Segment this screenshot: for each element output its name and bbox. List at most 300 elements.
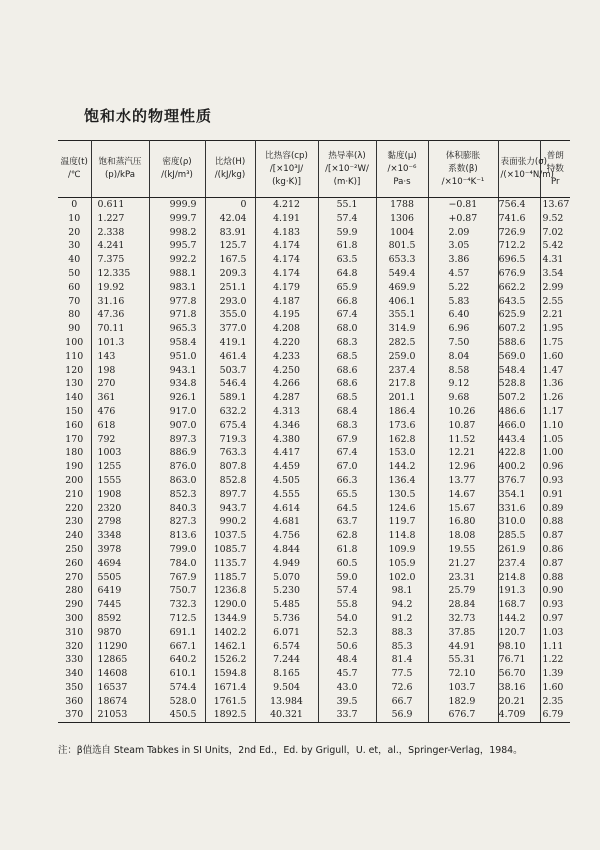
cell-h: 546.4 (205, 377, 255, 391)
cell-lam: 68.6 (318, 364, 376, 378)
cell-mu: 173.6 (376, 419, 428, 433)
cell-pr: 2.21 (542, 309, 564, 321)
cell-p: 3348 (91, 529, 149, 543)
cell-h: 42.04 (205, 212, 255, 226)
cell-beta: 12.21 (428, 446, 498, 460)
cell-t: 110 (58, 350, 91, 364)
cell-rho: 691.1 (149, 626, 205, 640)
cell-lam: 62.8 (318, 529, 376, 543)
cell-rho: 971.8 (149, 308, 205, 322)
cell-sig: 76.71 (498, 653, 540, 667)
cell-pr: 0.87 (542, 530, 564, 542)
cell-pr: 0.86 (542, 543, 564, 555)
cell-beta: 13.77 (428, 474, 498, 488)
cell-cp: 4.179 (255, 281, 318, 295)
cell-p: 7.375 (91, 253, 149, 267)
cell-pr: 1.10 (542, 419, 564, 431)
cell-sig: 214.8 (498, 571, 540, 585)
cell-t: 190 (58, 460, 91, 474)
cell-sig: 712.2 (498, 239, 540, 253)
cell-pr: 0.89 (542, 502, 564, 514)
cell-t: 50 (58, 267, 91, 281)
cell-mu: 77.5 (376, 667, 428, 681)
cell-sig: 422.8 (498, 446, 540, 460)
cell-pr: 1.03 (542, 626, 564, 638)
cell-pr: 1.75 (542, 336, 564, 348)
cell-t: 100 (58, 336, 91, 350)
cell-sig: 588.6 (498, 336, 540, 350)
cell-t: 290 (58, 598, 91, 612)
column-header-beta (428, 141, 498, 198)
cell-beta: 19.55 (428, 543, 498, 557)
cell-cp: 4.681 (255, 515, 318, 529)
cell-beta: 32.73 (428, 612, 498, 626)
cell-beta: 182.9 (428, 695, 498, 709)
cell-pr: 1.26 (542, 392, 564, 404)
cell-beta: 6.96 (428, 322, 498, 336)
cell-rho: 640.2 (149, 653, 205, 667)
table-row (58, 515, 570, 529)
cell-sig: 756.4 (498, 198, 540, 212)
cell-sig: 120.7 (498, 626, 540, 640)
cell-cp: 6.071 (255, 626, 318, 640)
cell-sig: 191.3 (498, 584, 540, 598)
cell-h: 1892.5 (205, 708, 255, 722)
cell-t: 340 (58, 667, 91, 681)
cell-lam: 59.0 (318, 571, 376, 585)
cell-h: 83.91 (205, 226, 255, 240)
cell-h: 209.3 (205, 267, 255, 281)
cell-mu: 144.2 (376, 460, 428, 474)
cell-cp: 5.230 (255, 584, 318, 598)
table-row (58, 488, 570, 502)
cell-p: 1908 (91, 488, 149, 502)
table-row (58, 226, 570, 240)
cell-beta: 10.87 (428, 419, 498, 433)
cell-rho: 886.9 (149, 446, 205, 460)
cell-lam: 59.9 (318, 226, 376, 240)
column-header-line: /℃ (67, 170, 81, 180)
cell-pr: 0.90 (542, 585, 564, 597)
cell-rho: 784.0 (149, 557, 205, 571)
cell-t: 350 (58, 681, 91, 695)
cell-mu: 66.7 (376, 695, 428, 709)
cell-rho: 988.1 (149, 267, 205, 281)
cell-sig: 696.5 (498, 253, 540, 267)
cell-beta: 7.50 (428, 336, 498, 350)
cell-h: 1185.7 (205, 571, 255, 585)
cell-h: 719.3 (205, 433, 255, 447)
cell-cp: 4.505 (255, 474, 318, 488)
cell-p: 31.16 (91, 295, 149, 309)
cell-h: 1037.5 (205, 529, 255, 543)
column-header-line: /(kJ/m³) (161, 170, 193, 180)
cell-cp: 4.174 (255, 239, 318, 253)
column-header-h (205, 141, 255, 198)
cell-lam: 67.4 (318, 446, 376, 460)
cell-h: 1462.1 (205, 640, 255, 654)
table-row (58, 419, 570, 433)
column-header-line: /[×10³J/ (269, 163, 304, 174)
cell-lam: 68.6 (318, 377, 376, 391)
column-header-rho (149, 141, 205, 198)
cell-t: 160 (58, 419, 91, 433)
cell-pr: 0.88 (542, 571, 564, 583)
cell-sig: 310.0 (498, 515, 540, 529)
cell-lam: 63.7 (318, 515, 376, 529)
cell-pr: 1.00 (542, 447, 564, 459)
cell-lam: 55.8 (318, 598, 376, 612)
cell-p: 143 (91, 350, 149, 364)
column-header-line: /×10⁻⁶ (387, 163, 417, 174)
cell-pr: 1.22 (542, 654, 564, 666)
cell-h: 943.7 (205, 502, 255, 516)
cell-p: 618 (91, 419, 149, 433)
cell-p: 2.338 (91, 226, 149, 240)
cell-rho: 574.4 (149, 681, 205, 695)
cell-t: 360 (58, 695, 91, 709)
cell-t: 60 (58, 281, 91, 295)
cell-t: 30 (58, 239, 91, 253)
cell-mu: 153.0 (376, 446, 428, 460)
cell-h: 1290.0 (205, 598, 255, 612)
cell-beta: 12.96 (428, 460, 498, 474)
cell-beta: 2.09 (428, 226, 498, 240)
cell-cp: 4.844 (255, 543, 318, 557)
cell-sig: 528.8 (498, 377, 540, 391)
cell-sig: 168.7 (498, 598, 540, 612)
cell-lam: 33.7 (318, 708, 376, 722)
cell-t: 120 (58, 364, 91, 378)
cell-pr: 1.95 (542, 323, 564, 335)
cell-mu: 88.3 (376, 626, 428, 640)
cell-mu: 114.8 (376, 529, 428, 543)
cell-pr: 3.54 (542, 267, 564, 279)
cell-t: 20 (58, 226, 91, 240)
cell-beta: −0.81 (428, 198, 498, 212)
cell-cp: 5.485 (255, 598, 318, 612)
cell-cp: 4.174 (255, 253, 318, 267)
cell-t: 150 (58, 405, 91, 419)
cell-beta: 15.67 (428, 502, 498, 516)
table-row (58, 543, 570, 557)
cell-rho: 840.3 (149, 502, 205, 516)
cell-h: 1594.8 (205, 667, 255, 681)
page-title: 饱和水的物理性质 (84, 107, 213, 125)
cell-h: 897.7 (205, 488, 255, 502)
cell-rho: 943.1 (149, 364, 205, 378)
cell-pr: 0.97 (542, 612, 564, 624)
cell-p: 0.611 (91, 198, 149, 212)
cell-mu: 186.4 (376, 405, 428, 419)
cell-t: 250 (58, 543, 91, 557)
cell-beta: 3.86 (428, 253, 498, 267)
cell-cp: 4.949 (255, 557, 318, 571)
cell-h: 355.0 (205, 308, 255, 322)
cell-p: 4.241 (91, 239, 149, 253)
cell-sig: 20.21 (498, 695, 540, 709)
table-row (58, 571, 570, 585)
cell-p: 4694 (91, 557, 149, 571)
table-row (58, 708, 570, 722)
column-header-line: Pa·s (393, 176, 411, 187)
cell-sig: 741.6 (498, 212, 540, 226)
cell-p: 18674 (91, 695, 149, 709)
column-header-sig (498, 141, 554, 198)
cell-cp: 4.346 (255, 419, 318, 433)
cell-lam: 50.6 (318, 640, 376, 654)
table-row (58, 281, 570, 295)
cell-t: 70 (58, 295, 91, 309)
cell-p: 361 (91, 391, 149, 405)
cell-mu: 81.4 (376, 653, 428, 667)
cell-h: 1402.2 (205, 626, 255, 640)
cell-beta: 21.27 (428, 557, 498, 571)
cell-h: 1085.7 (205, 543, 255, 557)
cell-t: 200 (58, 474, 91, 488)
column-header-lam (318, 141, 376, 198)
cell-pr: 2.35 (542, 695, 564, 707)
cell-lam: 68.4 (318, 405, 376, 419)
cell-cp: 6.574 (255, 640, 318, 654)
table-row (58, 502, 570, 516)
cell-cp: 4.220 (255, 336, 318, 350)
cell-beta: 37.85 (428, 626, 498, 640)
table-row (58, 446, 570, 460)
cell-t: 140 (58, 391, 91, 405)
cell-mu: 72.6 (376, 681, 428, 695)
table-row (58, 474, 570, 488)
cell-cp: 4.417 (255, 446, 318, 460)
cell-h: 675.4 (205, 419, 255, 433)
cell-lam: 60.5 (318, 557, 376, 571)
cell-lam: 45.7 (318, 667, 376, 681)
table-row (58, 239, 570, 253)
table-row (58, 640, 570, 654)
cell-mu: 56.9 (376, 708, 428, 722)
table-row (58, 598, 570, 612)
cell-p: 476 (91, 405, 149, 419)
cell-h: 807.8 (205, 460, 255, 474)
cell-p: 3978 (91, 543, 149, 557)
cell-lam: 68.3 (318, 419, 376, 433)
cell-mu: 1004 (376, 226, 428, 240)
table-body (58, 198, 570, 723)
cell-rho: 667.1 (149, 640, 205, 654)
cell-p: 12865 (91, 653, 149, 667)
cell-h: 125.7 (205, 239, 255, 253)
cell-p: 8592 (91, 612, 149, 626)
cell-h: 763.3 (205, 446, 255, 460)
cell-sig: 261.9 (498, 543, 540, 557)
cell-p: 70.11 (91, 322, 149, 336)
cell-h: 1344.9 (205, 612, 255, 626)
cell-beta: 676.7 (428, 708, 498, 722)
cell-sig: 507.2 (498, 391, 540, 405)
cell-mu: 217.8 (376, 377, 428, 391)
table-row (58, 460, 570, 474)
cell-beta: +0.87 (428, 212, 498, 226)
cell-t: 130 (58, 377, 91, 391)
cell-pr: 1.60 (542, 681, 564, 693)
cell-cp: 4.266 (255, 377, 318, 391)
cell-rho: 958.4 (149, 336, 205, 350)
table-row (58, 557, 570, 571)
cell-p: 198 (91, 364, 149, 378)
column-header-line: (m·K)] (333, 176, 361, 187)
cell-mu: 119.7 (376, 515, 428, 529)
cell-p: 792 (91, 433, 149, 447)
column-header-pr (540, 141, 570, 198)
cell-h: 251.1 (205, 281, 255, 295)
cell-rho: 732.3 (149, 598, 205, 612)
cell-h: 1135.7 (205, 557, 255, 571)
table-header-row (58, 141, 570, 198)
cell-mu: 549.4 (376, 267, 428, 281)
cell-h: 1671.4 (205, 681, 255, 695)
cell-rho: 995.7 (149, 239, 205, 253)
cell-rho: 450.5 (149, 708, 205, 722)
cell-cp: 4.233 (255, 350, 318, 364)
cell-t: 220 (58, 502, 91, 516)
cell-cp: 4.191 (255, 212, 318, 226)
cell-sig: 376.7 (498, 474, 540, 488)
cell-p: 1555 (91, 474, 149, 488)
cell-h: 1236.8 (205, 584, 255, 598)
cell-mu: 469.9 (376, 281, 428, 295)
cell-beta: 8.04 (428, 350, 498, 364)
column-header-line: 密度(ρ) (162, 157, 192, 167)
table-row (58, 364, 570, 378)
cell-pr: 13.67 (542, 199, 570, 210)
cell-beta: 72.10 (428, 667, 498, 681)
cell-mu: 406.1 (376, 295, 428, 309)
cell-pr: 0.88 (542, 516, 564, 528)
table-row (58, 391, 570, 405)
cell-beta: 5.83 (428, 295, 498, 309)
cell-cp: 4.212 (255, 198, 318, 212)
cell-h: 293.0 (205, 295, 255, 309)
cell-rho: 712.5 (149, 612, 205, 626)
cell-cp: 9.504 (255, 681, 318, 695)
cell-beta: 8.58 (428, 364, 498, 378)
cell-beta: 103.7 (428, 681, 498, 695)
column-header-line: 热导率(λ) (328, 150, 366, 161)
cell-lam: 68.3 (318, 336, 376, 350)
cell-mu: 98.1 (376, 584, 428, 598)
cell-lam: 61.8 (318, 239, 376, 253)
cell-p: 12.335 (91, 267, 149, 281)
table-row (58, 253, 570, 267)
cell-beta: 4.57 (428, 267, 498, 281)
cell-rho: 876.0 (149, 460, 205, 474)
cell-sig: 625.9 (498, 308, 540, 322)
cell-t: 40 (58, 253, 91, 267)
cell-lam: 68.0 (318, 322, 376, 336)
cell-mu: 355.1 (376, 308, 428, 322)
cell-p: 1.227 (91, 212, 149, 226)
cell-t: 280 (58, 584, 91, 598)
cell-sig: 354.1 (498, 488, 540, 502)
cell-sig: 38.16 (498, 681, 540, 695)
cell-sig: 4.709 (498, 708, 540, 722)
cell-pr: 5.42 (542, 240, 564, 252)
cell-pr: 1.17 (542, 405, 564, 417)
cell-beta: 55.31 (428, 653, 498, 667)
cell-h: 419.1 (205, 336, 255, 350)
cell-p: 1003 (91, 446, 149, 460)
cell-pr: 1.05 (542, 433, 564, 445)
cell-t: 170 (58, 433, 91, 447)
cell-rho: 965.3 (149, 322, 205, 336)
cell-pr: 1.60 (542, 350, 564, 362)
cell-p: 47.36 (91, 308, 149, 322)
cell-p: 21053 (91, 708, 149, 722)
saturated-water-properties-table (58, 140, 570, 723)
table-row (58, 612, 570, 626)
cell-rho: 610.1 (149, 667, 205, 681)
cell-t: 310 (58, 626, 91, 640)
cell-lam: 39.5 (318, 695, 376, 709)
column-header-cp (255, 141, 318, 198)
cell-t: 210 (58, 488, 91, 502)
column-header-line: /×10⁻⁴K⁻¹ (441, 176, 485, 187)
cell-mu: 102.0 (376, 571, 428, 585)
cell-pr: 9.52 (542, 212, 564, 224)
cell-rho: 992.2 (149, 253, 205, 267)
table-row (58, 267, 570, 281)
cell-rho: 934.8 (149, 377, 205, 391)
cell-lam: 52.3 (318, 626, 376, 640)
cell-beta: 23.31 (428, 571, 498, 585)
cell-lam: 67.4 (318, 308, 376, 322)
cell-rho: 999.7 (149, 212, 205, 226)
cell-sig: 98.10 (498, 640, 540, 654)
cell-rho: 907.0 (149, 419, 205, 433)
cell-mu: 124.6 (376, 502, 428, 516)
cell-lam: 68.5 (318, 391, 376, 405)
cell-beta: 9.68 (428, 391, 498, 405)
cell-t: 320 (58, 640, 91, 654)
cell-sig: 548.4 (498, 364, 540, 378)
cell-cp: 4.250 (255, 364, 318, 378)
cell-t: 300 (58, 612, 91, 626)
cell-mu: 237.4 (376, 364, 428, 378)
cell-pr: 1.11 (542, 640, 564, 652)
cell-sig: 285.5 (498, 529, 540, 543)
footnote: 注：β值选自 Steam Tabkes in SI Units，2nd Ed.，Ed. by Grigull，U. et，al.，Springer-Verlag，1984。 (58, 745, 523, 756)
cell-rho: 750.7 (149, 584, 205, 598)
cell-cp: 4.195 (255, 308, 318, 322)
cell-beta: 5.22 (428, 281, 498, 295)
cell-sig: 607.2 (498, 322, 540, 336)
column-header-line: /(×10⁻⁴N/m) (500, 170, 554, 180)
cell-lam: 65.9 (318, 281, 376, 295)
cell-lam: 43.0 (318, 681, 376, 695)
cell-mu: 1788 (376, 198, 428, 212)
table-row (58, 584, 570, 598)
cell-sig: 569.0 (498, 350, 540, 364)
column-header-line: 温度(t) (60, 157, 88, 167)
cell-h: 0 (205, 198, 255, 212)
cell-mu: 1306 (376, 212, 428, 226)
cell-mu: 105.9 (376, 557, 428, 571)
cell-t: 370 (58, 708, 91, 722)
cell-cp: 4.313 (255, 405, 318, 419)
table-row (58, 653, 570, 667)
data-table-container (58, 140, 570, 723)
cell-h: 632.2 (205, 405, 255, 419)
